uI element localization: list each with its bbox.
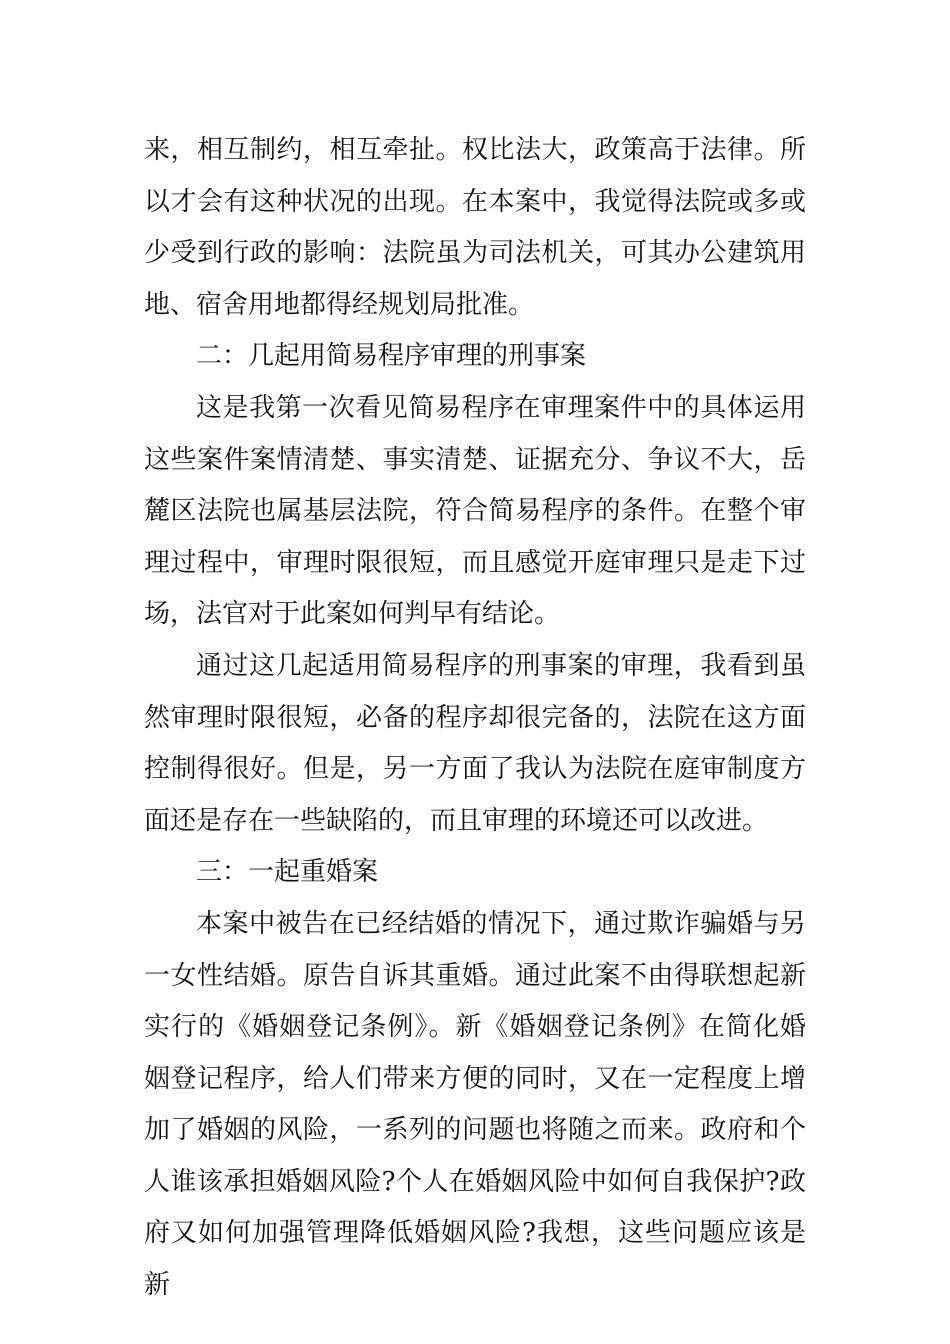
document-page (144, 125, 806, 1312)
section-heading-3: 三：一起重婚案 (196, 857, 379, 888)
paragraph-continuation: 来，相互制约，相互牵扯。权比法大，政策高于法律。所以才会有这种状况的出现。在本案中，我觉得法院或多或少受到行政的影响：法院虽为司法机关，可其办公建筑用地、宿舍用地都得经规划局批准。 (144, 135, 806, 320)
section-heading-2: 二：几起用简易程序审理的刑事案 (196, 341, 587, 372)
paragraph-bigamy-case: 本案中被告在已经结婚的情况下，通过欺诈骗婚与另一女性结婚。原告自诉其重婚。通过此案不由得联想起新实行的《婚姻登记条例》。新《婚姻登记条例》在简化婚姻登记程序，给人们带来方便的同时，又在一定程度上增加了婚姻的风险，一系列的问题也将随之而来。政府和个人谁该承担婚姻风险?个人在婚姻风险中如何自我保护?政府又如何加强管理降低婚姻风险?我想，这些问题应该是新 (144, 908, 806, 1301)
paragraph-simple-procedure: 这是我第一次看见简易程序在审理案件中的具体运用这些案件案情清楚、事实清楚、证据充分、争议不大，岳麓区法院也属基层法院，符合简易程序的条件。在整个审理过程中，审理时限很短，而且感觉开庭审理只是走下过场，法官对于此案如何判早有结论。 (144, 392, 806, 630)
paragraph-trial-observation: 通过这几起适用简易程序的刑事案的审理，我看到虽然审理时限很短，必备的程序却很完备的，法院在这方面控制得很好。但是，另一方面了我认为法院在庭审制度方面还是存在一些缺陷的，而且审理的环境还可以改进。 (144, 650, 806, 836)
